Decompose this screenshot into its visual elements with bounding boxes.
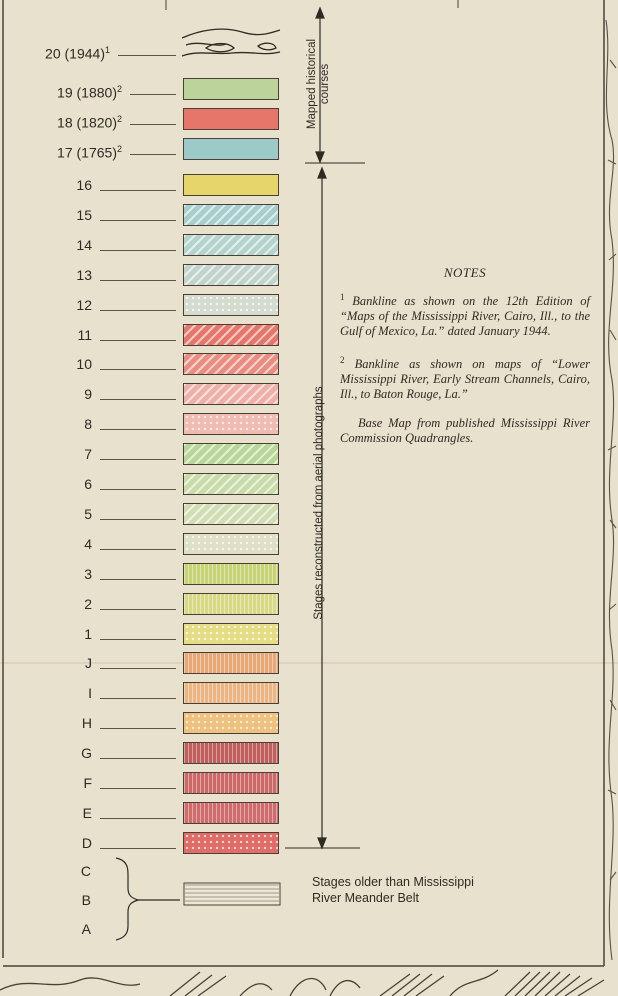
stage-5-swatch [183,503,279,525]
historical-3-swatch [183,138,279,160]
stage-j-label [85,655,92,671]
stage-j-leader-line [100,668,176,669]
note-1 [340,290,590,339]
stage-1-label-text: 1 [84,625,92,642]
stage-12-label-text: 12 [76,296,92,313]
historical-1-label-text: 19 (1880) [57,84,117,101]
stage-j-label-text: J [85,655,92,672]
reconstructed-stages-label: Stages reconstructed from aerial photographs [313,386,325,620]
stage-15-label-text: 15 [76,206,92,223]
stage-4-label [84,536,92,552]
stage-4-swatch [183,533,279,555]
mapped-historical-label: Mapped historical courses [306,38,331,130]
stage-8-label [84,416,92,432]
stage-3-label-text: 3 [84,565,92,582]
stage-10-leader-line [100,369,176,370]
notes-block [340,265,590,460]
stage-10-label [76,356,92,372]
historical-3-footnote-mark: 2 [116,144,122,154]
stage-16-label [76,177,92,193]
stage-14-label-text: 14 [76,236,92,253]
stage-12-label [76,297,92,313]
note-1-mark: 1 [340,292,345,302]
historical-2-swatch [183,108,279,130]
note-2-text: Bankline as shown on maps of “Lower Mississippi River, Early Stream Channels, Cairo, Ill., to Baton Rouge, La.” [340,357,591,402]
stage-f-label-text: F [83,775,92,791]
stage-f-leader-line [100,788,176,789]
stage-9-label [84,386,92,402]
historical-1-leader-line [130,94,176,95]
historical-2-leader-line [130,124,176,125]
stage-15-swatch [183,204,279,226]
stage-13-label-text: 13 [76,266,92,283]
stage-h-swatch [183,712,279,734]
stage-e-leader-line [100,818,176,819]
stage-11-label [77,327,92,343]
stage-3-leader-line [100,579,176,580]
stage-g-label-text: G [81,745,92,762]
stage-a-label-text: A [81,921,91,937]
stage-h-label [82,715,92,731]
stage-6-swatch [183,473,279,495]
stage-4-label-text: 4 [84,535,92,552]
stage-6-leader-line [100,489,176,490]
stage-10-label-text: 10 [76,356,92,373]
stage-9-label-text: 9 [84,386,92,403]
note-2-mark: 2 [340,355,345,366]
stage-3-swatch [183,563,279,585]
stage-1-swatch [183,623,279,645]
stage-13-leader-line [100,280,176,281]
stage-15-label [76,207,92,223]
stage-6-label-text: 6 [84,476,92,492]
stage-2-swatch [183,593,279,615]
older-stages-line-1: Stages older than Mississippi [312,875,474,889]
historical-1-label [57,81,122,101]
stage-11-label-text: 11 [77,326,92,343]
stage-9-swatch [183,383,279,405]
historical-1-footnote-mark: 2 [116,84,122,94]
stage-5-leader-line [100,519,176,520]
stage-12-swatch [183,294,279,316]
stage-a-label [82,921,91,937]
historical-2-label [57,111,122,131]
stage-c-label [81,863,91,879]
stage-1-leader-line [100,639,176,640]
stage-f-swatch [183,772,279,794]
historical-3-leader-line [130,154,176,155]
historical-3-label-text: 17 (1765) [57,144,117,161]
historical-0-footnote-mark: 1 [104,45,110,55]
note-2 [340,353,590,402]
stage-h-leader-line [100,728,176,729]
stage-16-leader-line [100,190,176,191]
stage-14-leader-line [100,250,176,251]
stage-5-label-text: 5 [84,505,92,522]
stage-13-swatch [183,264,279,286]
stage-11-leader-line [100,340,176,341]
stage-i-swatch [183,682,279,704]
stage-f-label [83,775,92,791]
historical-2-label-text: 18 (1820) [57,114,117,131]
stage-9-leader-line [100,399,176,400]
stage-14-swatch [183,234,279,256]
stage-g-leader-line [100,758,176,759]
stage-7-leader-line [100,459,176,460]
historical-2-footnote-mark: 2 [116,114,122,124]
stage-d-label [82,835,92,851]
stage-1-label [84,626,92,642]
stage-g-label [81,745,92,761]
stage-i-leader-line [100,698,176,699]
stage-d-swatch [183,832,279,854]
stage-8-swatch [183,413,279,435]
stage-4-leader-line [100,549,176,550]
stage-5-label [84,506,92,522]
stage-15-leader-line [100,220,176,221]
stage-7-swatch [183,443,279,465]
historical-0-label-text: 20 (1944) [45,45,105,62]
stage-i-label [88,685,92,701]
older-stages-text [312,874,474,906]
note-1-text: Bankline as shown on the 12th Edition of “Maps of the Mississippi River, Cairo, Ill., to the Gulf of Mexico, La.” dated January 1944. [340,294,591,339]
stage-11-swatch [183,324,279,346]
stage-2-label [84,596,92,612]
stage-8-leader-line [100,429,176,430]
stage-16-label-text: 16 [76,177,92,193]
notes-title: NOTES [443,265,487,280]
stage-7-label [84,446,92,462]
stage-2-leader-line [100,609,176,610]
stage-10-swatch [183,353,279,375]
stage-i-label-text: I [88,685,92,702]
historical-0-leader-line [118,55,176,56]
stage-b-label [82,892,91,908]
stage-3-label [84,566,92,582]
historical-0-label [45,42,110,62]
stage-d-leader-line [100,848,176,849]
stage-7-label-text: 7 [84,446,92,463]
stage-e-label-text: E [82,804,92,821]
base-map-note: Base Map from published Mississippi River Commission Quadrangles. [340,416,590,446]
stage-12-leader-line [100,310,176,311]
stage-2-label-text: 2 [84,595,92,612]
historical-1-swatch [183,78,279,100]
stage-b-label-text: B [81,892,91,908]
stage-g-swatch [183,742,279,764]
historical-3-label [57,141,122,161]
stage-8-label-text: 8 [84,416,92,433]
stage-14-label [76,237,92,253]
stage-13-label [76,267,92,283]
stage-h-label-text: H [81,715,92,732]
older-stages-line-2: River Meander Belt [312,891,419,905]
stage-e-swatch [183,802,279,824]
stage-j-swatch [183,652,279,674]
stage-6-label [84,476,92,492]
stage-c-label-text: C [80,863,91,879]
stage-16-swatch [183,174,279,196]
stage-d-label-text: D [81,834,92,851]
stage-e-label [83,805,92,821]
